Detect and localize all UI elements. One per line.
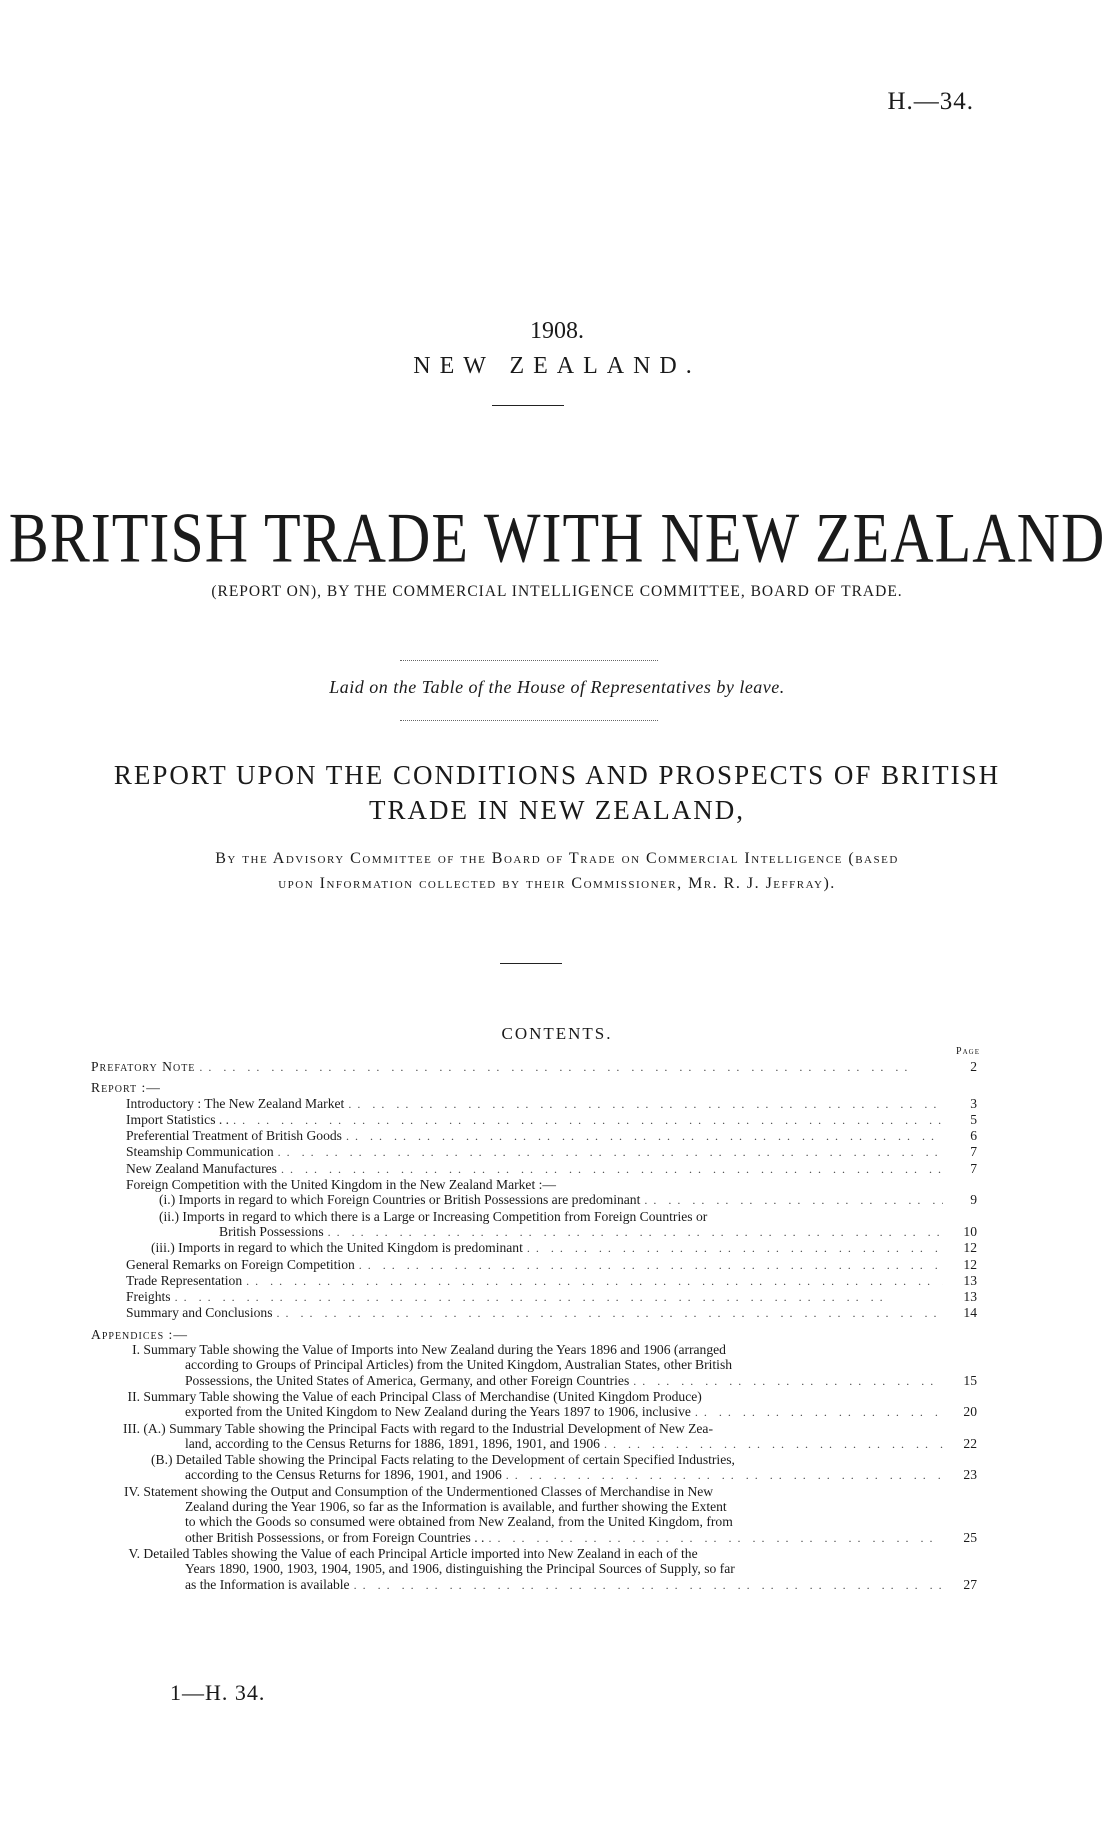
entry-page: 3 bbox=[970, 1095, 977, 1111]
entry-label: Freights bbox=[126, 1289, 171, 1305]
contents-entry bbox=[91, 1161, 977, 1177]
appendix-entry bbox=[91, 1577, 977, 1593]
appendix-entry bbox=[91, 1404, 977, 1420]
contents-list bbox=[91, 1059, 977, 1593]
entry-label: Steamship Communication bbox=[126, 1144, 274, 1160]
contents-entry bbox=[91, 1273, 977, 1289]
main-title: BRITISH TRADE WITH NEW ZEALAND bbox=[8, 499, 1106, 578]
appendix-number: II. bbox=[127, 1388, 140, 1404]
paper-code: H.—34. bbox=[887, 88, 974, 115]
contents-entry bbox=[91, 1059, 977, 1075]
contents-entry bbox=[91, 1192, 977, 1208]
entry-label: Prefatory Note bbox=[91, 1059, 196, 1074]
entry-label: (i.) Imports in regard to which Foreign Countries or British Possessions are predominant bbox=[159, 1192, 641, 1208]
entry-label: British Possessions bbox=[219, 1223, 324, 1239]
appendix-number: III. bbox=[123, 1420, 140, 1436]
contents-heading: CONTENTS. bbox=[501, 1024, 613, 1043]
entry-page: 14 bbox=[963, 1305, 977, 1321]
appendix-entry bbox=[91, 1342, 977, 1357]
appendix-entry bbox=[91, 1436, 977, 1452]
appendix-text bbox=[105, 1484, 713, 1499]
entry-page: 2 bbox=[970, 1059, 977, 1074]
entry-page: 9 bbox=[970, 1192, 977, 1208]
contents-entry bbox=[91, 1240, 977, 1256]
appendix-entry bbox=[91, 1467, 977, 1483]
entry-label: New Zealand Manufactures bbox=[126, 1160, 277, 1176]
entry-page: 23 bbox=[963, 1467, 977, 1483]
entry-page: 13 bbox=[963, 1289, 977, 1305]
appendix-line: according to Groups of Principal Articles) from the United Kingdom, Australian States, other British bbox=[185, 1357, 733, 1373]
contents-entry bbox=[91, 1128, 977, 1144]
appendix-number: V. bbox=[128, 1545, 140, 1561]
appendix-text bbox=[105, 1546, 698, 1561]
entry-page: 12 bbox=[963, 1256, 977, 1272]
contents-entry bbox=[91, 1112, 977, 1128]
report-title-line2: TRADE IN NEW ZEALAND, bbox=[369, 795, 745, 825]
appendix-line: other British Possessions, or from Foreign Countries . . bbox=[185, 1529, 485, 1545]
entry-label: Preferential Treatment of British Goods bbox=[126, 1128, 342, 1144]
entry-label: Introductory : The New Zealand Market bbox=[126, 1095, 345, 1111]
entry-page: 22 bbox=[963, 1435, 977, 1451]
entry-page: 20 bbox=[963, 1404, 977, 1420]
entry-label: (ii.) Imports in regard to which there is a Large or Increasing Competition from Foreign Countries or bbox=[159, 1208, 708, 1224]
appendix-line: Years 1890, 1900, 1903, 1904, 1905, and 1906, distinguishing the Principal Sources of Supply, so far bbox=[185, 1561, 735, 1577]
contents-entry bbox=[91, 1096, 977, 1112]
report-divider bbox=[500, 963, 562, 964]
title-divider bbox=[492, 405, 564, 406]
appendix-line: to which the Goods so consumed were obtained from New Zealand, from the United Kingdom, from bbox=[185, 1514, 733, 1530]
entry-page: 27 bbox=[963, 1576, 977, 1592]
contents-entry bbox=[91, 1144, 977, 1160]
appendix-entry bbox=[91, 1373, 977, 1389]
appendix-entry bbox=[91, 1561, 977, 1576]
page-column-label: Page bbox=[956, 1046, 980, 1057]
appendix-line: Possessions, the United States of America, Germany, and other Foreign Countries bbox=[185, 1372, 630, 1388]
appendix-line: Zealand during the Year 1906, so far as the Information is available, and further showing the Extent bbox=[185, 1499, 727, 1515]
entry-page: 15 bbox=[963, 1372, 977, 1388]
appendix-line: Detailed Tables showing the Value of each Principal Article imported into New Zealand in each of the bbox=[143, 1545, 698, 1561]
appendix-text bbox=[105, 1342, 726, 1357]
appendix-text bbox=[105, 1389, 702, 1404]
appendix-line: (A.) Summary Table showing the Principal Facts with regard to the Industrial Development of New Zea- bbox=[143, 1420, 713, 1436]
contents-entry bbox=[91, 1257, 977, 1273]
contents-section bbox=[91, 1327, 977, 1342]
appendix-number: IV. bbox=[124, 1483, 140, 1499]
appendix-entry bbox=[91, 1452, 977, 1467]
entry-label: (iii.) Imports in regard to which the United Kingdom is predominant bbox=[151, 1240, 523, 1256]
appendix-entry bbox=[91, 1357, 977, 1372]
footer-code: 1—H. 34. bbox=[170, 1680, 266, 1705]
appendix-line: Summary Table showing the Value of each Principal Class of Merchandise (United Kingdom Produce) bbox=[143, 1388, 702, 1404]
entry-page: 7 bbox=[970, 1160, 977, 1176]
appendix-entry bbox=[91, 1530, 977, 1546]
section-label: Report :— bbox=[91, 1080, 161, 1096]
contents-entry bbox=[91, 1209, 977, 1224]
contents-section bbox=[91, 1080, 977, 1095]
appendix-line: as the Information is available bbox=[185, 1576, 350, 1592]
appendix-entry bbox=[91, 1546, 977, 1561]
contents-entry bbox=[91, 1224, 977, 1240]
appendix-entry bbox=[91, 1389, 977, 1404]
appendix-entry bbox=[91, 1514, 977, 1529]
entry-page: 13 bbox=[963, 1272, 977, 1288]
appendix-entry bbox=[91, 1421, 977, 1436]
appendix-line: Statement showing the Output and Consumption of the Undermentioned Classes of Merchandise in New bbox=[143, 1483, 714, 1499]
appendix-entry bbox=[91, 1484, 977, 1499]
appendix-number: I. bbox=[132, 1342, 140, 1358]
entry-label: Summary and Conclusions bbox=[126, 1305, 273, 1321]
appendix-line: land, according to the Census Returns for 1886, 1891, 1896, 1901, and 1906 bbox=[185, 1435, 600, 1451]
contents-entry bbox=[91, 1305, 977, 1321]
entry-page: 7 bbox=[970, 1144, 977, 1160]
main-subtitle: (REPORT ON), BY THE COMMERCIAL INTELLIGENCE COMMITTEE, BOARD OF TRADE. bbox=[211, 583, 903, 600]
document-year: 1908. bbox=[530, 318, 584, 344]
appendix-line: Summary Table showing the Value of Imports into New Zealand during the Years 1896 and 1906 (arranged bbox=[143, 1342, 726, 1358]
report-by-line1: By the Advisory Committee of the Board of Trade on Commercial Intelligence (based bbox=[215, 850, 899, 867]
entry-label: General Remarks on Foreign Competition bbox=[126, 1256, 355, 1272]
appendix-line: exported from the United Kingdom to New Zealand during the Years 1897 to 1906, inclusive bbox=[185, 1404, 691, 1420]
laid-note: Laid on the Table of the House of Representatives by leave. bbox=[329, 677, 785, 697]
entry-page: 10 bbox=[963, 1223, 977, 1239]
entry-page: 6 bbox=[970, 1128, 977, 1144]
entry-label: Foreign Competition with the United Kingdom in the New Zealand Market :— bbox=[126, 1177, 557, 1193]
contents-entry bbox=[91, 1177, 977, 1192]
entry-page: 12 bbox=[963, 1240, 977, 1256]
contents-entry bbox=[91, 1289, 977, 1305]
appendix-text bbox=[105, 1421, 713, 1436]
entry-page: 5 bbox=[970, 1111, 977, 1127]
appendix-line: according to the Census Returns for 1896, 1901, and 1906 bbox=[185, 1467, 502, 1483]
laid-note-bottom-rule bbox=[400, 720, 658, 721]
report-by-line2: upon Information collected by their Commissioner, Mr. R. J. Jeffray). bbox=[278, 875, 836, 892]
report-title-line1: REPORT UPON THE CONDITIONS AND PROSPECTS OF BRITISH bbox=[113, 760, 1001, 790]
appendix-entry bbox=[91, 1499, 977, 1514]
laid-note-top-rule bbox=[400, 660, 658, 661]
section-label: Appendices :— bbox=[91, 1326, 188, 1342]
country-heading: NEW ZEALAND. bbox=[413, 353, 701, 379]
entry-page: 25 bbox=[963, 1529, 977, 1545]
appendix-line: (B.) Detailed Table showing the Principal Facts relating to the Development of certain Specified Industries, bbox=[151, 1452, 735, 1468]
entry-label: Trade Representation bbox=[126, 1272, 243, 1288]
entry-label: Import Statistics . . bbox=[126, 1111, 230, 1127]
